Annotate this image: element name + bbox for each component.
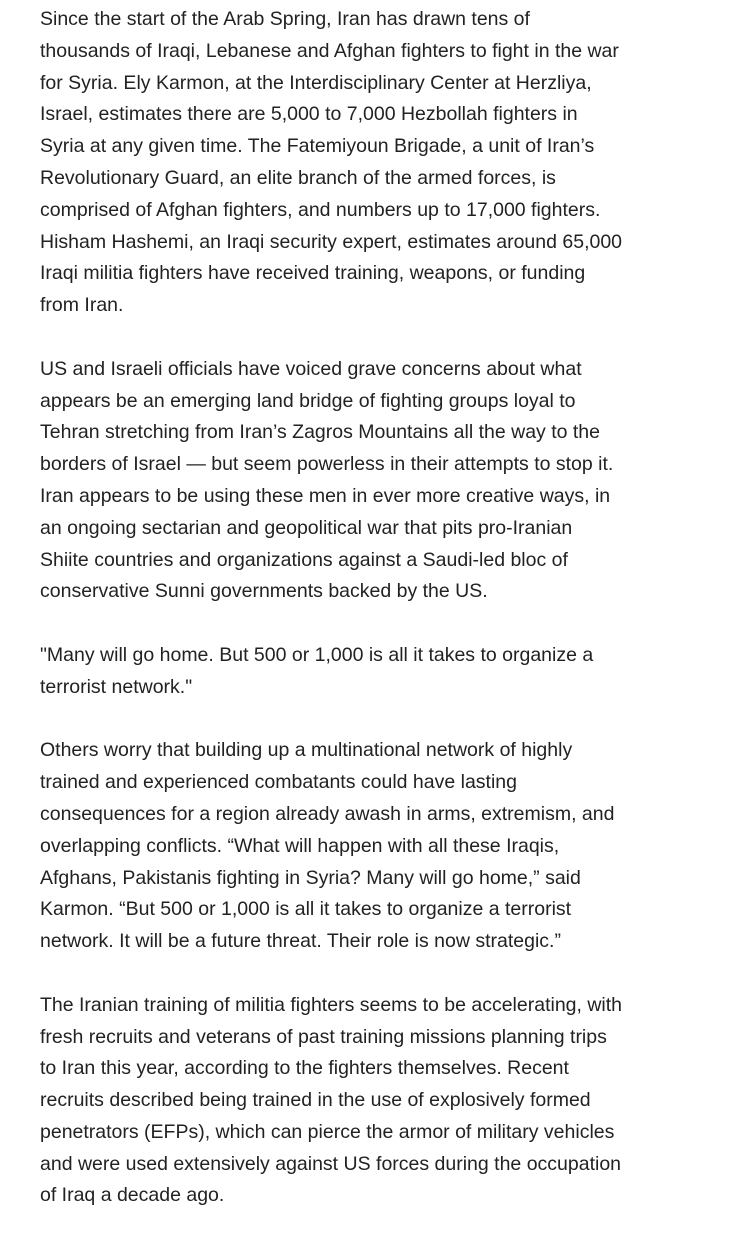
text-line: for Syria. Ely Karmon, at the Interdisciplinary Center at Herzliya, [40,71,592,94]
text-line: US and Israeli officials have voiced grave concerns about what [40,357,582,380]
text-line: Tehran stretching from Iran’s Zagros Mountains all the way to the [40,421,600,444]
text-line: from Iran. [40,294,124,317]
text-line: Israel, estimates there are 5,000 to 7,000 Hezbollah fighters in [40,103,578,126]
text-line: trained and experienced combatants could have lasting [40,771,517,794]
text-line: Iran appears to be using these men in ever more creative ways, in [40,484,611,507]
text-line: network. It will be a future threat. Their role is now strategic.” [40,930,561,953]
text-line: fresh recruits and veterans of past training missions planning trips [40,1025,607,1048]
article-body [40,4,680,1244]
text-line: "Many will go home. But 500 or 1,000 is all it takes to organize a [40,643,594,666]
text-line: overlapping conflicts. “What will happen with all these Iraqis, [40,834,560,857]
pull-quote [40,640,680,704]
paragraph-network-concerns [40,735,680,958]
text-line: of Iraq a decade ago. [40,1184,225,1207]
text-line: borders of Israel — but seem powerless in their attempts to stop it. [40,453,614,476]
text-line: Since the start of the Arab Spring, Iran has drawn tens of [40,8,530,30]
text-line: consequences for a region already awash in arms, extremism, and [40,802,615,825]
text-line: appears be an emerging land bridge of fighting groups loyal to [40,389,576,412]
text-line: an ongoing sectarian and geopolitical war that pits pro-Iranian [40,516,573,539]
text-line: and were used extensively against US forces during the occupation [40,1152,622,1175]
text-line: penetrators (EFPs), which can pierce the armor of military vehicles [40,1120,615,1143]
paragraph-training-accelerating [40,990,680,1213]
paragraph-land-bridge [40,354,680,608]
text-line: Syria at any given time. The Fatemiyoun Brigade, a unit of Iran’s [40,135,595,158]
text-line: Shiite countries and organizations against a Saudi-led bloc of [40,548,568,571]
text-line: The Iranian training of militia fighters seems to be accelerating, with [40,993,623,1016]
text-line: to Iran this year, according to the fighters themselves. Recent [40,1057,569,1080]
text-line: comprised of Afghan fighters, and numbers up to 17,000 fighters. [40,198,601,221]
text-line: conservative Sunni governments backed by the US. [40,580,488,603]
text-line: Karmon. “But 500 or 1,000 is all it takes to organize a terrorist [40,898,572,921]
text-line: thousands of Iraqi, Lebanese and Afghan fighters to fight in the war [40,39,619,62]
text-line: Afghans, Pakistanis fighting in Syria? Many will go home,” said [40,866,581,889]
text-line: Hisham Hashemi, an Iraqi security expert, estimates around 65,000 [40,230,623,253]
paragraph-iran-fighters [40,4,680,322]
text-line: Others worry that building up a multinational network of highly [40,739,573,762]
text-line: Iraqi militia fighters have received training, weapons, or funding [40,262,586,285]
text-line: Revolutionary Guard, an elite branch of the armed forces, is [40,166,556,189]
text-line: recruits described being trained in the use of explosively formed [40,1089,591,1112]
text-line: terrorist network." [40,675,193,698]
